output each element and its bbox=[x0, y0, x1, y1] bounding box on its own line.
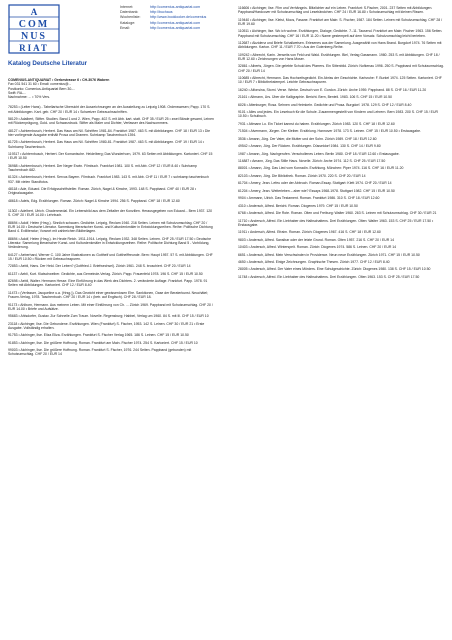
catalog-entry: 88694 • Adolf, Helen (Hrsg.). Im Heute Reich. 1911-1914. Leipzig, Reclam 1932. 348 Seiten. Leinen. CHF 25 / EUR 17.50 • Deutsche Literatur. Sammlung literarischer Kunst- und Kulturdenkmäler in Entwicklungsreihen. Reihe: Politische Dichtung Band 5 - Vorbildung, Veränderung. bbox=[8, 236, 211, 250]
left-column bbox=[8, 78, 214, 360]
contact-label: Wochenliste: bbox=[120, 15, 141, 20]
catalog-entry: 64127 • Aeberhard, Werner C. 100 Jahre Illustrationen zu Gotthelf und Gotthelffreunde. Bern: Haupt 1957. 57 S. mit Abbildungen. CHF 15 / EUR 10.50 • Rücken mit Gebrauchsspuren. bbox=[8, 252, 213, 261]
catalog-entry: 23118 • Aichinger, Ilse. Die Gebundene. Erzählungen. Wien (Frankfurt) S. Fischer, 1953. 142 S. Leinen. CHF 30 / EUR 21 • Erste Ausgabe. Vollständig erhalten. bbox=[8, 321, 205, 330]
catalog-title: Katalog Deutsche Literatur bbox=[8, 60, 88, 67]
address-line: COMENIUS-ANTIQUARIAT • Gerbestrasse 6 • CH-3076 Wabern bbox=[8, 78, 110, 82]
catalog-entry: 11710 • Andersch, Alfred. Ein Liebhaber des Halbschattens. Drei Erzählungen. Olten: Walter 1963. 153 S. CHF 25 / EUR 17.50 • Erstausgabe. bbox=[238, 218, 434, 227]
catalog-entry: 11473 • (Verfasser, Jacqueline u.a. (Hrsg.)). Das Gewicht einer gewissenlosen Ehe. Sanktionen, Oase der Beraterkunst. Neuchâtel; Frauen-Verlag, 1978. Taschenbuch. CHF 20 / EUR 14 • (betr. auf Englisch). CHF 28 / EUR 18. bbox=[8, 290, 209, 300]
catalog-entry: 21161 • Altmann, Urs. Über die Kalligraphie. Bericht. Bern, Benteli. 1983. 106 S. CHF 15 / EUR 10.50 bbox=[238, 95, 392, 100]
catalog-entry: 95683 • Ahlsdorfer, Gustav. Zur Schnelle Zum Traum. Novelle. Regensburg; Habbel, Verlag um 1960. 84 S. mit Ill. CHF 15 / EUR 10 bbox=[8, 314, 209, 319]
logo-row2-text: NUS bbox=[20, 31, 48, 42]
logo-bottom-text: RIAT bbox=[19, 43, 49, 53]
catalog-entry: 6768 • Andersch, Alfred. Die Rote. Roman. Olten und Freiburg: Walter 1960. 263 S. Leinen mit Schutzumschlag. CHF 30 / EUR 21 bbox=[238, 211, 437, 216]
logo-row1-text: COM bbox=[18, 19, 50, 30]
catalog-entry: 7931 • Altmann Lo. Ein Ticket kannst du haben. Erzählungen. Zürich 1983. 120 S. CHF 18 / EUR 12.60 bbox=[238, 121, 395, 126]
contact-link[interactable]: http://buchaus bbox=[150, 10, 173, 15]
catalog-entry: 114887 • Amann, Jürg. Das Stille Haus. Novelle. Zürich: Arche 1974. 112 S. CHF 25 / EUR 17.50 bbox=[238, 159, 386, 163]
catalog-entry: 119317 • Achternbusch, Herbert. Der Komantsche. Heidelberg; Das Wunderhorn, 1979. 63 Seiten mit Abbildungen. Kartoniert. CHF 15 / EUR 10.50 bbox=[8, 152, 213, 161]
right-entry-list bbox=[238, 6, 444, 279]
catalog-entry: 16240 • Alfonsina, Storni. Verse. Werke. Deutsch von E. Gordon. Zürich: Arche 1959. Pappband. 88 S. CHF 16 / EUR 11.20 bbox=[238, 87, 427, 92]
catalog-entry: 49542 • Amann, Jürg. Der Rücken. Erzählungen. Düsseldorf 1984. 130 S. CHF 14 / EUR 9.80 bbox=[238, 144, 381, 149]
catalog-entry: 82103 • Amann, Jürg. Die Bibliothek. Roman. Zürich 1970. 220 S. CHF 20 / EUR 14 bbox=[238, 173, 366, 178]
catalog-entry: 4310 • Andersch, Alfred. Bericht. Roman. Diogenes 1979. CHF 15 / EUR 10.50 bbox=[238, 203, 358, 208]
catalog-entry: 9803 • Andersch, Alfred. Sansibar oder der letzte Grund. Roman. Olten 1957. 216 S. CHF 20 / EUR 14 bbox=[238, 237, 394, 242]
catalog-entry: 88001 • Amann, Jürg. Das Lied vom Konradin. Erzählung. München: Piper 1974. 116 S. CHF 16 / EUR 11.20 bbox=[238, 166, 404, 171]
contact-label: Datenbank: bbox=[120, 10, 139, 15]
catalog-entry: 109242 • Albrecht, Karin. Jenseits von Feld und Wald. Erzählungen. Biel, Verlag Gassmann. 1980. 253 S. mit Abbildungen. CHF 18 / EUR 12.60 • Zeichnungen von Hans Moser. bbox=[238, 52, 440, 61]
catalog-entry: 99003 • Aichinger, Ilse. Die größere Hoffnung. Roman. Frankfurt S. Fischer, 1976. 244 Seiten. Pappband (gebunden) mit Schutzumschlag. CHF 20 / EUR 14 bbox=[8, 348, 192, 357]
contact-link[interactable]: http://www.booklooker.de/comenius bbox=[150, 15, 207, 20]
address-line: Swift: RA-... bbox=[8, 90, 27, 95]
catalog-entry: 11302 • Adelbert, Ulrich. Chadenmedal. Ein Lebensbild aus dem Zeitalter der Konzilien. Herausgegeben von Eduard... Bern 1937. 120 S. CHF 20 / EUR 14.00 • Lehrbuch. bbox=[8, 209, 213, 218]
comenius-logo-graphic bbox=[8, 4, 60, 54]
contact-link[interactable]: http://comenius-antiquariat.com bbox=[150, 20, 201, 25]
catalog-entry: 6651 • Andersch, Alfred. Mein Verschwinden in Providence. Neun neue Erzählungen. Zürich 1971. CHF 15 / EUR 10.50 bbox=[238, 252, 420, 257]
catalog-entry: 61704 • Amery, Jean. Lefeu oder der Abbruch. Roman-Essay. Stuttgart: Klett 1974. CHF 20 / EUR 14 bbox=[238, 181, 392, 186]
left-entry-list-2 bbox=[8, 209, 214, 357]
catalog-entry: 11911 • Andersch, Alfred. Efraim. Roman. Zürich: Diogenes 1967. 416 S. CHF 18 / EUR 12.60 bbox=[238, 230, 381, 235]
contact-link[interactable]: http://comenius-antiquariat.com bbox=[150, 5, 201, 9]
catalog-entry: 110685 • Albrecht, Hermann. Das Hochzeitsgedicht. Ein Abriss der Geschichte. Karlsruhe: F. Burkel 1974. 125 Seiten. Kartoniert. CHF 10 / EUR 7 • Bibliothekstempel. Leichte Gebrauchsspuren. bbox=[238, 76, 442, 85]
catalog-entry: 61324 • Achternbusch, Herbert. Servus Bayern. Filmbuch. Frankfurt 1983. 143 S. mit Abb. CHF 11 / EUR 7 • suhrkamp taschenbuch 937. Mit vielen Standfotos. bbox=[8, 175, 209, 184]
comenius-logo bbox=[8, 4, 60, 54]
catalog-entry: 48127 • Achternbusch, Herbert. Das Haus am Nil. Schriften 1981-84. Frankfurt 1987. 463 S. mit Abbildungen. CHF 18 / EUR 13 • Die hier vorliegende Ausgabe enthält Prosa und Dramen. Suhrkamp Taschenbuch 1394. bbox=[8, 128, 211, 137]
catalog-entry: 11748 • Andersch, Alfred. Ein Liebhaber des Halbschattens. Drei Erzählungen. Olten 1963. 153 S. CHF 25 / EUR 17.50 bbox=[238, 274, 420, 279]
left-entry-list bbox=[8, 105, 214, 203]
catalog-entry: 61137 • Aebli, Kurt. Klatschweiber. Gedichte, aus Gemeinde-Verlag. Zürich. Papp. Frauenfeld 1978. 196 S. CHF 15 / EUR 10.50 bbox=[8, 271, 203, 276]
catalog-entry: 9904 • Ammann, Ulrich. Das Testament. Roman. Frankfurt 1986. 310 S. CHF 18 / EUR 12.60 bbox=[238, 196, 380, 201]
address-line: Fax 031 541 31 60 • Email: comenius@... bbox=[8, 82, 72, 87]
contact-label: Kataloge: bbox=[120, 20, 136, 25]
right-column bbox=[238, 6, 444, 282]
address-line: Postkonto: Comenius-Antiquariat Bern 30-... bbox=[8, 86, 76, 91]
catalog-entry: 9101 • Alles und jedes. Ein Lesebuch für die Schule. Zusammengestellt von Kindern und Lehrern. Bern 1983. 200 S. CHF 15 / EUR 10.50 • Schulbuch. bbox=[238, 110, 438, 119]
contact-link[interactable]: http://comenius-antiquariat.com bbox=[150, 25, 201, 30]
address-line: Nachnahme: ... • 70% Vers. bbox=[8, 95, 51, 99]
catalog-entry: 3536 • Amann, Jürg. Der Vater, die Mutter und der Sohn. Zürich 1989. CHF 18 / EUR 12.60 bbox=[238, 136, 377, 141]
catalog-entry: 6026 • Altenburger, Rosa. Sehnen und Heimkehr. Gedichte und Prosa. Burgdorf. 1978. 129 S. CHF 12 / EUR 8.40 bbox=[238, 102, 412, 107]
contact-label: Internet: bbox=[120, 5, 134, 9]
catalog-entry: 71504 • Alvermann, Jürgen. Der Kleiber. Erzählung. Hannover 1978. 173 S. Leinen. CHF 15 / EUR 10.50 • Erstausgabe. bbox=[238, 129, 421, 134]
catalog-entry: 10403 • Andersch, Alfred. Winterspelt. Roman. Zürich: Diogenes 1974. 586 S. Leinen. CHF 20 / EUR 14 bbox=[238, 245, 397, 250]
catalog-entry: 82698 • Aebli, Walter. Hermann Hesse. Eine Einführung in das Werk des Dichters. 2. veränderte Auflage. Frankfurt. Papp. 1978. 91 Seiten mit Abbildungen. Kartoniert. CHF 12 / EUR 8.40 bbox=[8, 279, 208, 288]
catalog-entry: 28005 • Andersch, Alfred. Der Vater eines Mörders. Eine Schulgeschichte. Zürich: Diogenes 1980. 138 S. CHF 15 / EUR 10.50 bbox=[238, 267, 431, 272]
catalog-entry: 91173 • Ahlborn, Hermann. Aus meinem Leben. Mit einer Einführung von Ch. ... Zürich 1969. Pappband mit Schutzumschlag. CHF 20 / EUR 14.00 • Briefe und Aufsätze. bbox=[8, 302, 213, 311]
catalog-entry: 110511 • Aichinger, Ilse. Wo ich wohne. Erzählungen, Dialoge, Gedichte. 7.-11. Tausend. Frankfurt am Main: Fischer 1963. 156 Seiten. Pappband mit Schutzumschlag. CHF 16 / EUR 11.20 • Name gestempelt auf dem Vorsatz. Schutzumschlag leicht berieben. bbox=[238, 29, 443, 38]
catalog-entry: 58129 • Adalbert, Stifter. Studien. Band 1 und 2. Wien, Papp. 402 S. mit Abb. kart. statt. CHF 35 / EUR 25 • zwei Bände gesamt, Leinen mit Rückenprägung, Gold- und Schwarzdruck. Stifter als Maler und Dichter, Verfasser des Nachsommers. bbox=[8, 116, 214, 126]
catalog-entry: 119440 • Aichinger, Ilse. Kleist, Moos, Fasane. Frankfurt am Main: S. Fischer, 1987. 184 Seiten. Leinen mit Schutzumschlag. CHF 28 / EUR 19.60 bbox=[238, 17, 443, 26]
catalog-entry: 61725 • Achternbusch, Herbert. Das Haus am Nil. Schriften 1980-81. Frankfurt 1987. 463 S. mit Abbildungen. CHF 19 / EUR 14 • Suhrkamp Taschenbuch. bbox=[8, 140, 204, 149]
catalog-entry: 112687 • Akzidenz und Briefe Schallweisen. Erlesenes aus der Sammlung. Ausgewählt von Hans Brand. Burgdorf 1974. 76 Seiten mit Abbildungen. Karton. CHF 11 / EUR 7.70 • Aus der Gutenberg-Reihe. bbox=[238, 41, 442, 50]
catalog-entry: 48618 • Adels, Edg. Erzählungen. Roman. Zürich: Nagel & Kimche 1994. 256 S. Pappband. CHF 18 / EUR 12.60 bbox=[8, 198, 180, 203]
catalog-entry: 78253 • (Leiter Hans) - Tabellarische Übersicht der Auszeichnungen an der Ausstellung zu Leipzig 1908. Ordenswesen; Papp. 170 S. mit Abbildungen. Kart. geb. CHF 20 / EUR 14 • Schweizer Gebrauchsschriften. bbox=[8, 105, 211, 114]
catalog-entry: 32861 • Alberts, Jürgen. Die gelebte Schuld des Pfarrers. Ein Sittenbild. Zürich: Nofkenau 1996. 250 S. Pappband mit Schutzumschlag. CHF 20 / EUR 14 bbox=[238, 64, 444, 73]
catalog-entry: 4650 • Andersch, Alfred. Einige Zeichnungen. Graphische Thesen. Zürich 1977. CHF 12 / EUR 8.40 bbox=[238, 259, 390, 264]
catalog-entry: 116606 • Aichinger, Ilse. Film und Verhängnis. Blitzlichter auf ein Leben. Frankfurt: S.Fischer, 2001. 237 Seiten mit Abbildungen. Pappband/Hardcover mit Schutzumschlag und Lesebändchen. CHF 24 / EUR 16.80 • Schutzumschlag mit kleinen Rissen. bbox=[238, 6, 433, 15]
logo-top-text: A bbox=[30, 7, 38, 17]
address-block bbox=[8, 78, 214, 99]
catalog-entry: 91753 • Aichinger, Ilse. Eliza Eliza. Erzählungen. Frankfurt S. Fischer Verlag 1965. 186 S. Leinen. CHF 15 / EUR 10.50 bbox=[8, 333, 189, 338]
catalog-entry: 88694 • Adolf, Helen (Hrsg.). Sinnlich schauen. Gedichte. Leipzig, Reclam 1940. 216 Seiten. Leinen mit Schutzumschlag. CHF 20 / EUR 14.00 • Deutsche Literatur. Sammlung literarischer Kunst- und Kulturdenkmäler in Entwicklungsreihen. Reihe: Politische Dichtung Band 4. Exilliteratur; Vorwort mit zahlreichen Bildbeilagen. bbox=[8, 220, 213, 234]
catalog-entry: 1987 • Amann, Jürg. Nachgerufen. Verschollenes Leben. Berlin 1980. CHF 18 / EUR 12.60 • Erstausgabe. bbox=[238, 151, 400, 156]
catalog-entry: 48118 • Ade, Eduard. Die Erfolgsschriftsteller. Roman. Zürich, Nagel & Kimche, 1993. 148 S. Pappband. CHF 40 / EUR 28 • Originalausgabe. bbox=[8, 187, 197, 196]
catalog-entry: 72853 • Aebli, Hans. Der Held. Der Leben? (Gottfried J. Briefwechsel). Zürich 1961. 248 S. broschiert. CHF 20 / EUR 14 bbox=[8, 264, 191, 269]
catalog-entry: 61204 • Amery, Jean. Weiterleben – aber wie? Essays 1968-1978. Stuttgart 1982. CHF 15 / EUR 10.50 bbox=[238, 188, 395, 193]
catalog-entry: 36988 • Achternbusch, Herbert. Der Neger Erwin. Filmbuch. Frankfurt 1981. 100 S. mit Abb. CHF 12 / EUR 8.40 • Suhrkamp Taschenbuch 682. bbox=[8, 163, 197, 172]
contact-label: Email: bbox=[120, 25, 130, 30]
catalog-entry: 91853 • Aichinger, Ilse. Die größere Hoffnung. Roman. Frankfurt am Main. Fischer 1974. 254 S. Kartoniert. CHF 15 / EUR 10 bbox=[8, 340, 198, 345]
